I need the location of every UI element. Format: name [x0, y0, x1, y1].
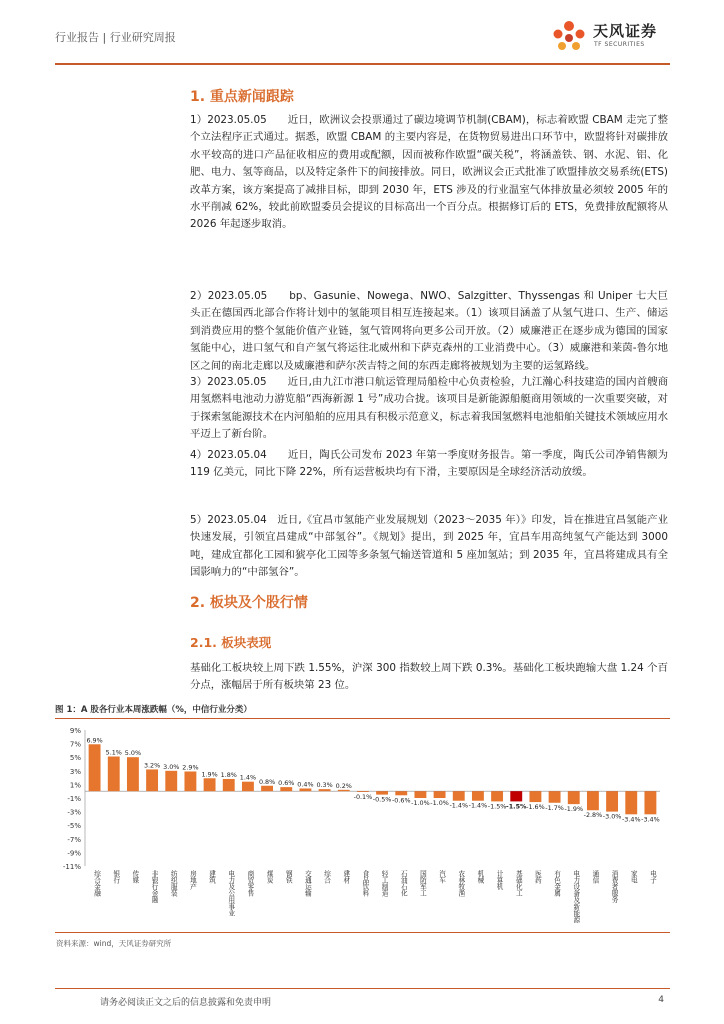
category-label: 综合金融: [92, 870, 101, 897]
category-label: 消费者服务: [610, 870, 619, 903]
category-label: 建材: [341, 870, 350, 884]
data-label: 0.4%: [297, 780, 314, 789]
category-label: 交通运输: [303, 870, 312, 897]
bar: [434, 791, 446, 798]
data-label: -2.8%: [583, 811, 603, 820]
data-label: 5.1%: [105, 748, 122, 757]
category-label: 家电: [629, 870, 638, 884]
data-label: 5.0%: [124, 749, 142, 758]
bar: [223, 779, 235, 791]
bar: [453, 791, 465, 801]
section2-subtitle: 2.1. 板块表现: [190, 635, 272, 650]
category-label: 纺织服装: [169, 870, 178, 897]
y-tick-label: -1%: [67, 795, 81, 803]
category-label: 钢铁: [284, 870, 293, 884]
y-tick-label: 9%: [69, 727, 81, 735]
data-label: 3.2%: [143, 761, 161, 770]
section2-title: 2. 板块及个股行情: [190, 595, 308, 611]
category-label: 医药: [533, 870, 542, 884]
data-label: -3.4%: [621, 815, 641, 824]
y-tick-label: 3%: [69, 767, 81, 776]
category-label: 有色金属: [552, 870, 561, 897]
y-tick-label: 5%: [69, 754, 81, 763]
data-label: -0.1%: [353, 792, 373, 801]
logo-icon: [549, 18, 589, 58]
y-tick-label: -3%: [67, 808, 81, 817]
category-label: 商贸零售: [245, 870, 254, 897]
header-rule: [55, 63, 670, 65]
data-label: -1.6%: [526, 803, 545, 812]
bar: [491, 791, 503, 801]
bar: [644, 791, 656, 814]
figure-title: 图 1：A 股各行业本周涨跌幅（%，中信行业分类）: [55, 705, 252, 715]
data-label: -1.4%: [449, 801, 469, 810]
data-label: 3.0%: [163, 762, 180, 771]
bar: [414, 791, 426, 798]
news-item-3: 3）2023.05.05 近日,由九江市港口航运管理局船检中心负责检验，九江瀚心科技建造的国内首艘商用氢燃料电池动力游览船“西海新源 1 号”成功合拢。该项目是新能源船艇商用领域的一次重要突破，对于探索氢能源技术在内河船舶的应用具有积极示范意义，标志着我国氢燃料电池船舶关键技术领域应用水平迈上了新台阶。: [190, 376, 668, 441]
bar: [587, 791, 599, 810]
category-label: 汽车: [437, 870, 446, 884]
bar: [395, 791, 407, 795]
figure-top-rule: [55, 718, 670, 719]
data-label: 0.8%: [258, 777, 276, 786]
data-label: -1.7%: [545, 803, 564, 812]
category-label: 电力设备及新能源: [571, 870, 580, 923]
section1-title: 1. 重点新闻跟踪: [190, 89, 294, 105]
figure-bottom-rule: [55, 932, 670, 933]
logo-name: 天风证券: [593, 22, 658, 40]
data-label: -1.0%: [430, 799, 449, 807]
category-label: 石油石化: [399, 870, 408, 897]
bar: [376, 791, 388, 794]
bar: [204, 778, 216, 791]
category-label: 基础化工: [514, 870, 523, 897]
data-label: -1.5%: [487, 802, 507, 811]
bar: [184, 771, 196, 791]
bar: [280, 787, 292, 791]
bar: [299, 788, 311, 791]
data-label: -1.5%: [506, 802, 527, 811]
bar: [127, 757, 139, 791]
bar: [319, 789, 331, 791]
category-label: 国防军工: [418, 870, 427, 897]
section2-text: 基础化工板块较上周下跌 1.55%，沪深 300 指数较上周下跌 0.3%。基础化工板块跑输大盘 1.24 个百分点，涨幅居于所有板块第 23 位。: [190, 662, 668, 692]
data-label: 0.6%: [278, 779, 295, 788]
bar: [549, 791, 561, 803]
category-label: 食品饮料: [360, 870, 369, 897]
data-label: 1.8%: [220, 770, 237, 779]
data-label: -1.4%: [468, 801, 488, 810]
category-label: 计算机: [495, 870, 504, 890]
bar: [472, 791, 484, 801]
y-tick-label: -5%: [67, 822, 81, 831]
category-label: 建筑: [207, 870, 216, 884]
bar: [242, 782, 254, 792]
category-label: 通信: [590, 870, 599, 884]
y-tick-label: -9%: [67, 849, 81, 858]
data-label: -3.0%: [602, 812, 622, 821]
bar: [357, 791, 369, 792]
data-label: 1.9%: [201, 770, 218, 779]
data-label: 2.9%: [182, 763, 199, 772]
y-tick-label: 1%: [69, 781, 81, 790]
category-label: 机械: [475, 870, 484, 884]
bar: [510, 791, 522, 801]
data-label: -1.0%: [411, 799, 430, 807]
data-label: 1.4%: [239, 773, 257, 782]
data-label: 0.3%: [316, 781, 333, 790]
y-tick-label: 7%: [69, 740, 81, 749]
bar: [108, 757, 120, 792]
category-label: 传媒: [130, 870, 139, 884]
data-label: 0.2%: [335, 781, 352, 790]
category-label: 电力及公用事业: [226, 870, 235, 917]
y-tick-label: -7%: [67, 835, 81, 844]
bar: [338, 790, 350, 791]
logo-en: TF SECURITIES: [594, 41, 645, 48]
bar: [606, 791, 618, 811]
brand-logo: [549, 16, 684, 60]
data-label: 6.9%: [86, 736, 103, 745]
page-number: 4: [658, 995, 664, 1005]
bar: [146, 769, 158, 791]
bar: [165, 771, 177, 791]
data-label: -1.9%: [564, 805, 584, 814]
bar-chart: [55, 722, 670, 930]
data-label: -0.6%: [391, 796, 411, 805]
data-label: -3.4%: [641, 815, 660, 824]
y-tick-label: -11%: [62, 863, 81, 871]
category-label: 农林牧渔: [456, 870, 465, 897]
news-item-2: 2）2023.05.05 bp、Gasunie、Nowega、NWO、Salzgitter、Thyssengas 和 Uniper 七大巨头正在德国西北部合作将计划中的氢能项目相互连接起来。（1）该项目涵盖了从氢气进口、生产、储运到消费应用的整个氢能价值产业链，氢气管网将向更多公司开放。（2）威廉港正在逐步成为德国的国家氢能中心，进口氢气和自产氢气将运往北威州和下萨克森州的工业消费中心。（3）威廉港和莱茵-鲁尔地区之间的南北走廊以及威廉港和萨尔茨吉特之间的东西走廊将被规划为主要的运氢路线。: [190, 290, 668, 372]
news-item-4: 4）2023.05.04 近日，陶氏公司发布 2023 年第一季度财务报告。第一季度，陶氏公司净销售额为 119 亿美元，同比下降 22%，所有运营板块均有下滑，主要原因是全球经济活动放缓。: [190, 449, 668, 479]
bar: [625, 791, 637, 814]
figure-source: 资料来源：wind，天风证券研究所: [56, 939, 172, 948]
footer-rule: [55, 988, 670, 989]
category-label: 非银行金融: [150, 870, 159, 903]
category-label: 轻工制造: [380, 870, 389, 897]
bar: [568, 791, 580, 804]
breadcrumb: 行业报告 | 行业研究周报: [55, 31, 176, 44]
category-label: 电子: [648, 870, 657, 884]
footer-disclaimer: 请务必阅读正文之后的信息披露和免责申明: [100, 998, 272, 1008]
news-item-1: 1）2023.05.05 近日，欧洲议会投票通过了碳边境调节机制(CBAM)，标志着欧盟 CBAM 走完了整个立法程序正式通过。据悉，欧盟 CBAM 的主要内容是，在货物贸易进出口环节中，欧盟将针对碳排放水平较高的进口产品征收相应的费用或配额，因而被称作欧盟“碳关税”，将涵盖铁、钢、水泥、铝、化肥、电力、氢等商品，以及特定条件下的间接排放。同日，欧洲议会正式批准了欧盟排放交易系统(ETS)改革方案，该方案提高了减排目标，即到 2030 年，ETS 涉及的行业温室气体排放量必须较 2005 年的水平削减 62%，较此前欧盟委员会提议的目标高出一个百分点。根据修订后的 ETS，免费排放配额将从 2026 年起逐步取消。: [190, 114, 668, 231]
bar: [529, 791, 541, 802]
bar: [89, 744, 101, 791]
category-label: 煤炭: [265, 870, 274, 884]
data-label: -0.5%: [372, 795, 392, 804]
category-label: 综合: [322, 870, 331, 884]
category-label: 银行: [111, 870, 120, 884]
bar: [261, 786, 273, 791]
category-label: 房地产: [188, 870, 197, 890]
news-item-5: 5）2023.05.04 近日,《宜昌市氢能产业发展规划（2023～2035 年）》印发，旨在推进宜昌氢能产业快速发展，引领宜昌建成“中部氢谷”。《规划》提出，到 2025 年，宜昌车用高纯氢气产能达到 3000 吨，建成宜都化工园和猇亭化工园等多条氢气输送管道和 5 座加氢站；到 2035 年，宜昌将建成具有全国影响力的“中部氢谷”。: [190, 514, 668, 579]
